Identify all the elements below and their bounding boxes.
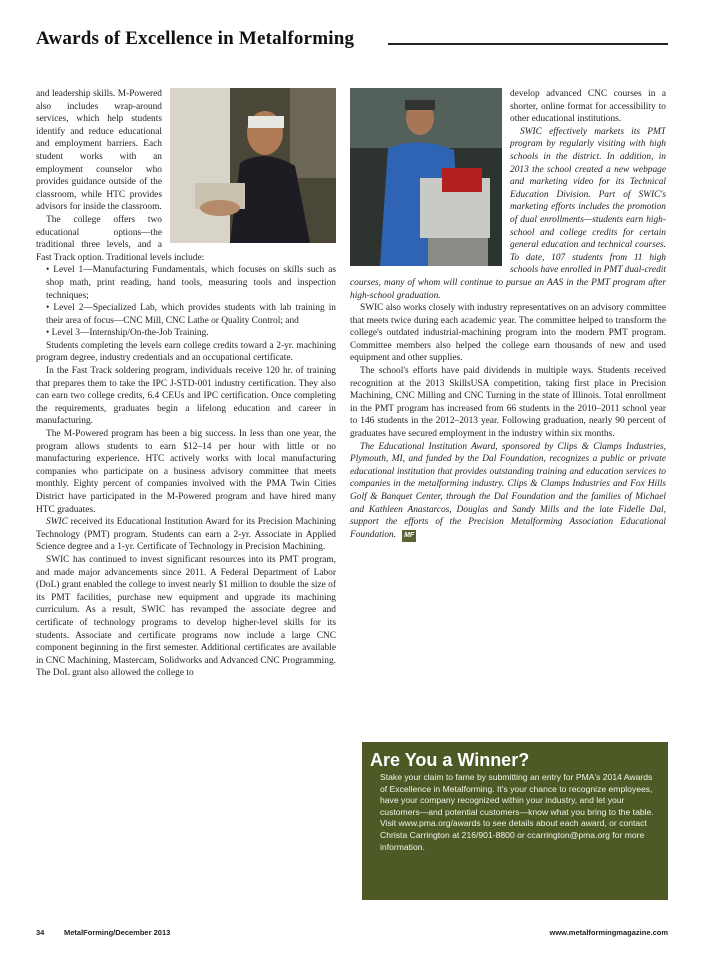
- right-paragraph: SWIC also works closely with industry representatives on an advisory committee that meets twice during each academic year. The committee helped to transform the college's outdated industrial-machining program into the modern PMT program. Committee members also helped the college earn thousands of new and used equipment and other supplies.: [350, 303, 666, 364]
- page-number: 34: [36, 928, 45, 937]
- right-intro: develop advanced CNC courses in a shorter, online format for accessibility to other educational institutions.: [510, 89, 666, 125]
- photo-student-welding: [170, 88, 336, 243]
- sidebar-body: Stake your claim to fame by submitting an entry for PMA's 2014 Awards of Excellence in Metalforming. It's your chance to recognize employees, have your company recognized within your industry, and let your customers—and potential customers—know what you bring to the table. Visit www.pma.org/awards to see details about each award, or contact Christa Carrington at 216/901-8800 or ccarrington@pma.org for more information.: [380, 772, 654, 852]
- right-paragraph: [350, 441, 666, 543]
- left-paragraph: SWIC has continued to invest significant resources into its PMT program, and made major advancements since 2011. A Federal Department of Labor (DoL) grant enabled the college to invest nearly $1 million to double the size of its PMT facilities, purchase new equipment and upgrade its machining curriculum. As a result, SWIC has revamped the associate degree and certificate of technology programs to develop higher-level skills for its students. Associate and certificate programs now include a large CNC component beginning in the first semester. Additional certificates are available in CNC Machining, Mastercam, Solidworks and Advanced CNC Programming. The DoL grant also allowed the college to: [36, 554, 336, 679]
- list-item: • Level 1—Manufacturing Fundamentals, which focuses on skills such as shop math, print reading, hand tools, measuring tools and inspection techniques;: [46, 265, 336, 301]
- left-paragraph: In the Fast Track soldering program, individuals receive 120 hr. of training that prepares them to take the IPC J-STD-001 industry certification. They also can earn two college credits, 6.4 CEUs and IPC certification. Once completing the requirements, graduates begin a lifelong education and career in manufacturing.: [36, 366, 336, 427]
- right-paragraph: The school's efforts have paid dividends in multiple ways. Students received recognition at the 2013 SkillsUSA competition, taking first place in Precision Machining, CNC Milling and CNC Turning in the state of Illinois. Total enrollment in the PMT program has increased from 66 students in the 2010–2011 school year to 146 students in the 2012–2013 year. Following graduation, nearly 90 percent of graduates have secured employment in the industry within six months.: [350, 366, 666, 440]
- award-description: The Educational Institution Award, sponsored by Clips & Clamps Industries, Plymouth, MI, and funded by the Dal Foundation, recognizes a public or private educational institution that provides outstanding training and education services to companies in the metalforming industry. Clips & Clamps Industries and Fox Hills Golf & Banquet Center, through the Dal Foundation and the families of Michael and Kathleen Anastarcos, Douglas and Sandy Mills and the late Fidelle Dal, support the efforts of the Precision Metalforming Association Educational Foundation.: [350, 441, 666, 540]
- sidebar-title: Are You a Winner?: [370, 750, 530, 770]
- end-mark: MF: [402, 530, 416, 543]
- right-paragraph: SWIC effectively markets its PMT program by regularly visiting with high schools in the district. In addition, in 2013 the school created a new webpage and marketing video for its Technical Education Division. Part of SWIC's marketing efforts includes the promotion of dual enrollments—students earn high-school and college credits for certain general education and technical courses. To date, 107 students from 11 high schools have enrolled in PMT dual-credit courses, many of whom will continue to pursue an AAS in the PMT program after high-school graduation.: [350, 126, 666, 301]
- list-item: • Level 2—Specialized Lab, which provides students with lab training in their area of focus—CNC Mill, CNC Lathe or Quality Control; and: [46, 303, 336, 326]
- left-paragraph: The college offers two educational options—the traditional three levels, and a Fast Track option. Traditional levels include:: [36, 214, 205, 263]
- photo-student-machining: [350, 88, 502, 266]
- list-item: • Level 3—Internship/On-the-Job Training.: [46, 328, 209, 339]
- right-column: [350, 88, 666, 728]
- page-title: Awards of Excellence in Metalforming: [36, 28, 355, 49]
- left-paragraph: [36, 516, 336, 554]
- left-intro: and leadership skills. M-Powered also includes wrap-around services, which help students identify and reduce educational and employment barriers. Each student works with an employment counselor who provides guidance outside of the classroom, while HTC provides advisors for inside the classroom.: [36, 89, 162, 213]
- publication-name: MetalForming/December 2013: [64, 928, 171, 937]
- left-paragraph: Students completing the levels earn college credits toward a 2-yr. machining program degree, industry credentials and an occupational certificate.: [36, 340, 336, 364]
- header-rule: [388, 43, 668, 45]
- left-column: [36, 88, 336, 900]
- left-paragraph-text: received its Educational Institution Award for its Precision Machining Technology (PMT) program. Students can earn a 2-yr. Associate in Applied Science degree and a 1-yr. Certificate of Technology in Precision Machining.: [36, 517, 336, 553]
- website-url: www.metalformingmagazine.com: [549, 928, 668, 937]
- winner-sidebar: [362, 742, 668, 900]
- swic-name: SWIC: [46, 517, 68, 528]
- page-footer: [36, 928, 668, 940]
- left-paragraph: The M-Powered program has been a big success. In less than one year, the program allows students to earn $12–14 per hour with little or no manufacturing experience. HTC actively works with local manufacturing companies who participate on a business advisory committee that meets monthly. Eighty percent of companies involved with the PMA Twin Cities District have participated in the M-Powered program and have hired many HTC graduates.: [36, 429, 336, 515]
- page-header: [36, 28, 668, 50]
